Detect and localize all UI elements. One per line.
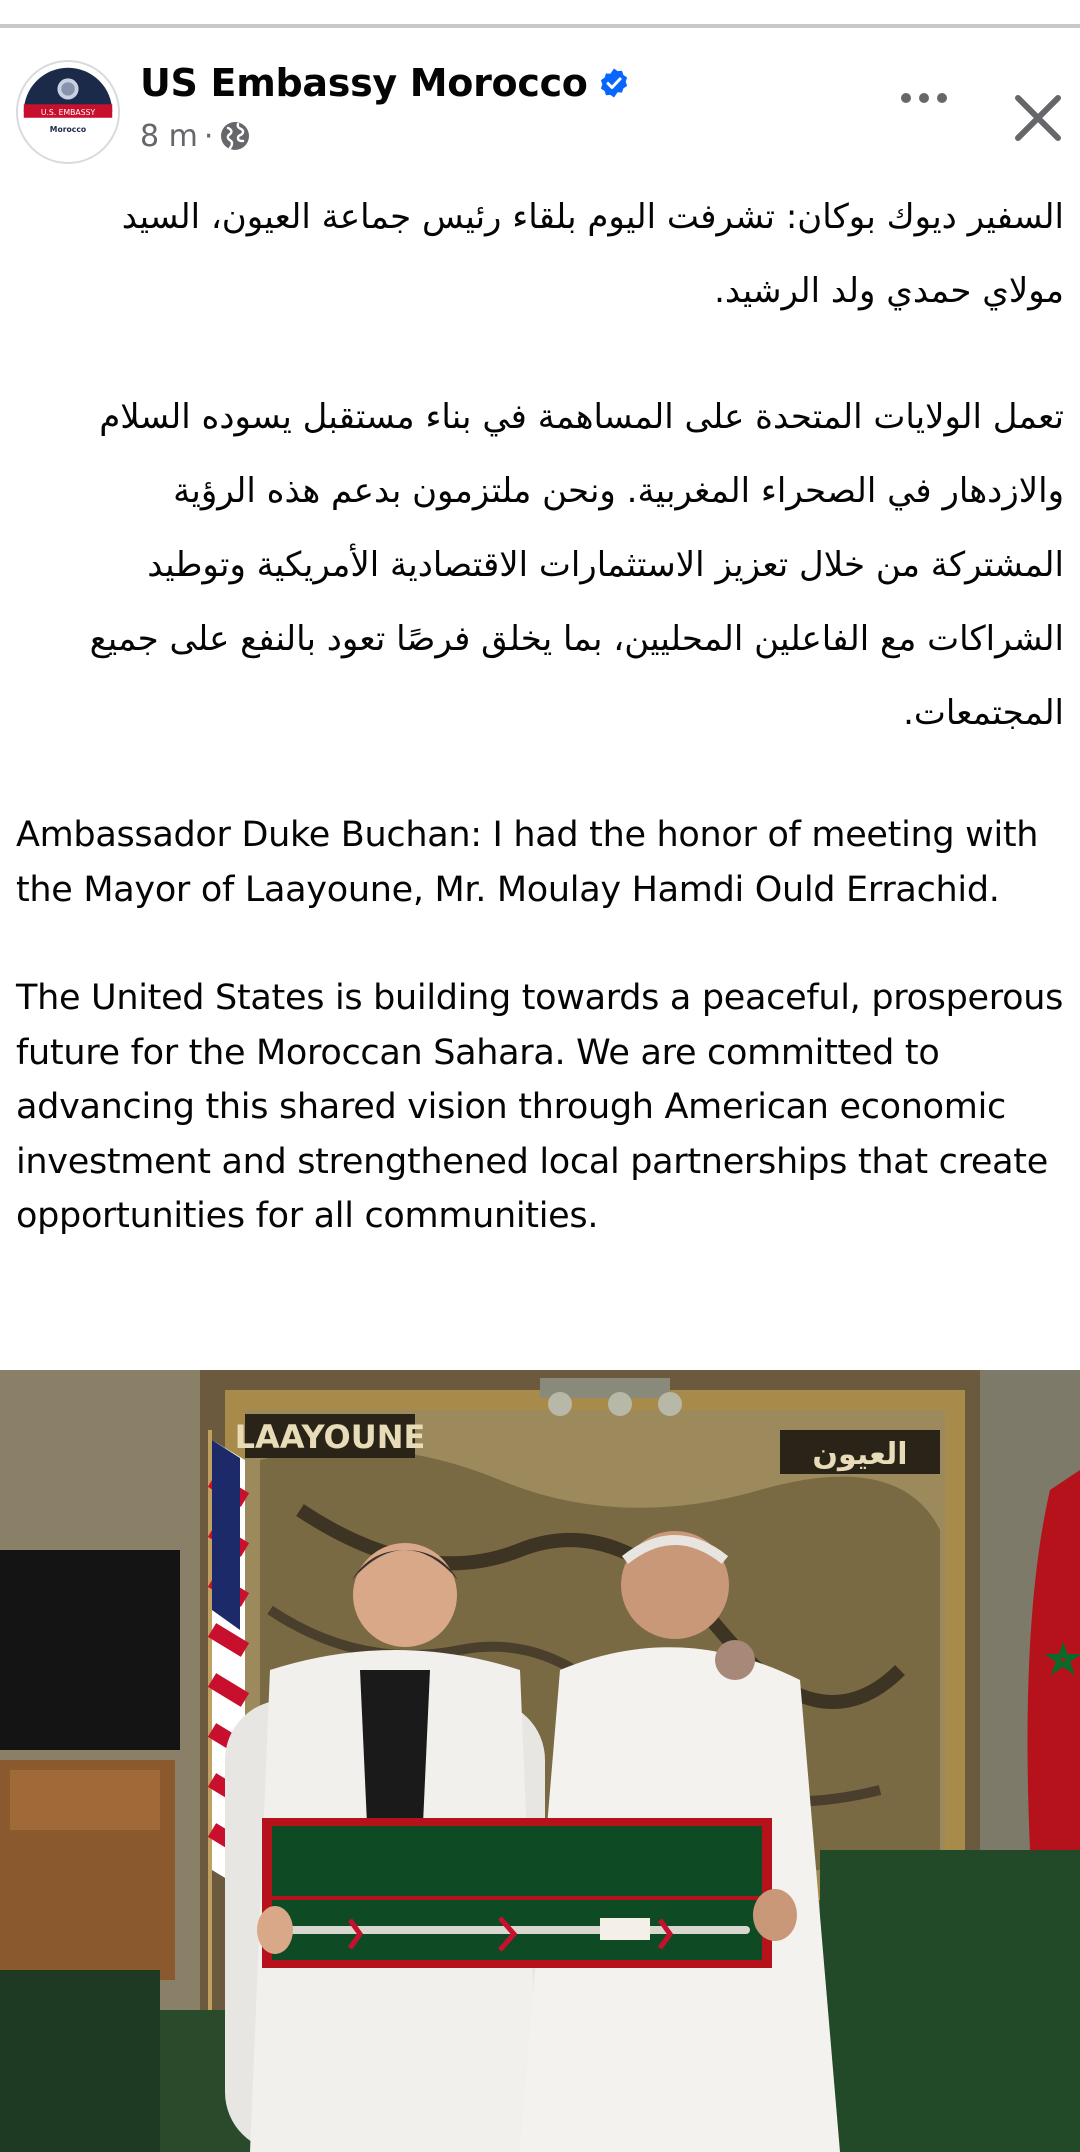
meta-separator: · [203, 118, 214, 154]
embassy-seal-icon [18, 62, 118, 162]
more-options-icon[interactable] [888, 78, 960, 118]
avatar-line1: U.S. EMBASSY [40, 107, 96, 117]
close-icon[interactable] [1010, 90, 1066, 146]
globe-icon[interactable] [219, 120, 251, 152]
english-post-text [16, 808, 1066, 1244]
tv-screen [0, 1550, 180, 1750]
arabic-paragraph-2: تعمل الولايات المتحدة على المساهمة في بناء مستقبل يسوده السلام والازدهار في الصحراء المغربية. ونحن ملتزمون بدعم هذه الرؤية المشتركة من خلال تعزيز الاستثمارات الاقتصادية الأمريكية وتوطيد الشراكات مع الفاعلين المحليين، بما يخلق فرصًا تعود بالنفع على جميع المجتمعات. [89, 397, 1064, 733]
arabic-post-text [40, 180, 1064, 750]
more-dot [937, 93, 947, 103]
more-dot [901, 93, 911, 103]
avatar-line2: Morocco [49, 125, 87, 135]
verified-badge-icon [598, 67, 630, 99]
english-paragraph-2: The United States is building towards a peaceful, prosperous future for the Moroccan Sahara. We are committed to advancing this shared vision through American economic investment and strengthened local partnerships that create opportunities for all communities. [16, 978, 1064, 1236]
post-header [0, 40, 1080, 170]
page-name[interactable]: US Embassy Morocco [140, 61, 588, 105]
english-paragraph-1: Ambassador Duke Buchan: I had the honor of meeting with the Mayor of Laayoune, Mr. Moulay Hamdi Ould Errachid. [16, 815, 1039, 910]
post-photo[interactable] [0, 1370, 1080, 2152]
arabic-paragraph-1: السفير ديوك بوكان: تشرفت اليوم بلقاء رئيس جماعة العيون، السيد مولاي حمدي ولد الرشيد. [121, 197, 1064, 311]
map-label-latin: LAAYOUNE [234, 1418, 426, 1456]
page-name-row [140, 58, 630, 108]
post-meta [140, 116, 251, 156]
top-divider [0, 24, 1080, 28]
map-label-arabic: العيون [812, 1437, 908, 1472]
page-avatar[interactable] [16, 60, 120, 164]
post-timestamp[interactable]: 8 m [140, 118, 198, 154]
more-dot [919, 93, 929, 103]
